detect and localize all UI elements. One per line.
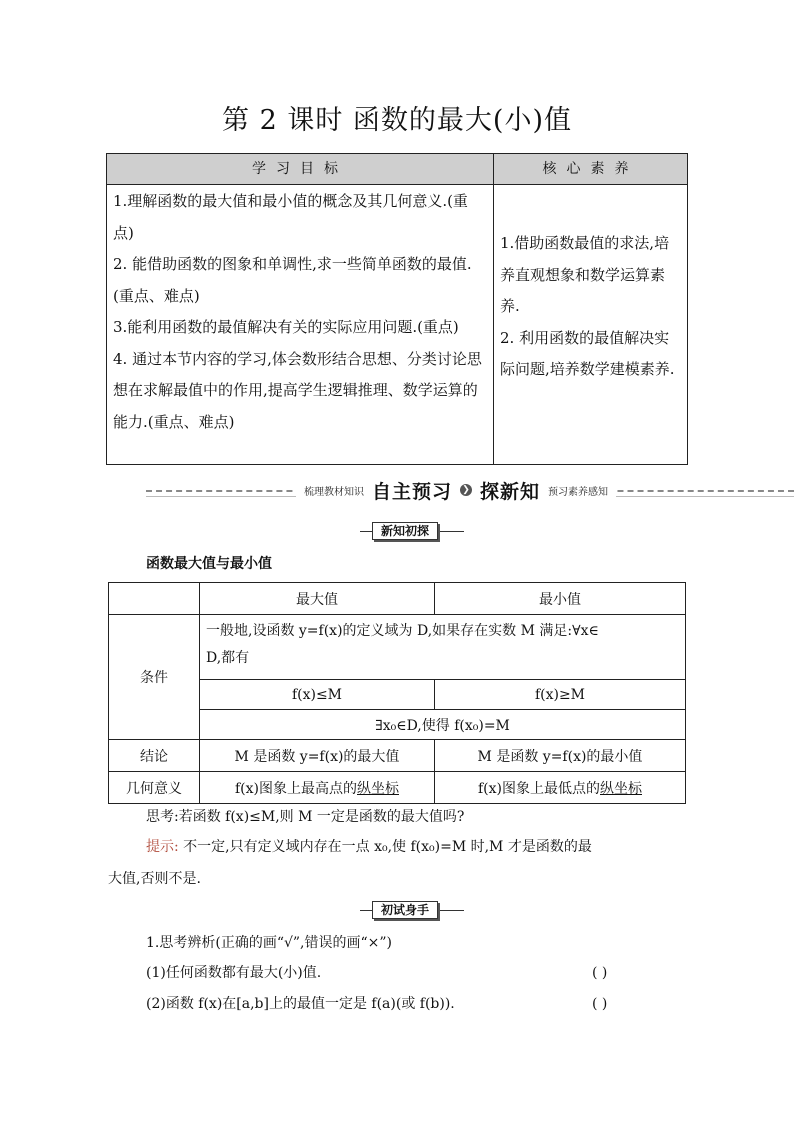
think-question: 思考:若函数 f(x)≤M,则 M 一定是函数的最大值吗? (146, 809, 465, 825)
geometry-min-blank: 纵坐标 (600, 780, 642, 797)
section-banner (146, 478, 794, 502)
condition-line: D,都有 (206, 650, 250, 666)
goal-item: 2. 能借助函数的图象和单调性,求一些简单函数的最值.(重点、难点) (113, 255, 472, 305)
banner-title-b: 探新知 (480, 480, 541, 503)
column-divider (493, 154, 494, 464)
col-header-max: 最大值 (296, 591, 338, 608)
answer-blank[interactable]: ( ) (592, 996, 608, 1012)
condition-max: f(x)≤M (291, 686, 343, 703)
row-label-conclusion: 结论 (140, 748, 168, 765)
conclusion-min: M 是函数 y=f(x)的最小值 (477, 748, 643, 765)
condition-exists: ∃x₀∈D,使得 f(x₀)=M (375, 717, 510, 734)
geometry-max (200, 772, 434, 803)
goal-item: 1.理解函数的最大值和最小值的概念及其几何意义.(重点) (113, 192, 468, 242)
goal-item: 4. 通过本节内容的学习,体会数形结合思想、分类讨论思想在求解最值中的作用,提高学生逻辑推理、数学运算的能力.(重点、难点) (113, 349, 482, 431)
goal-item: 3.能利用函数的最值解决有关的实际应用问题.(重点) (113, 318, 459, 336)
condition-text (206, 618, 682, 672)
geometry-max-text: f(x)图象上最高点的 (234, 780, 357, 797)
literacy-header: 核心素养 (494, 154, 687, 185)
banner-content (296, 478, 616, 502)
hint-text-line2: 大值,否则不是. (108, 871, 201, 887)
hint-text-line1: 不一定,只有定义域内存在一点 x₀,使 f(x₀)=M 时,M 才是函数的最 (183, 839, 592, 855)
page-title: 第 2 课时 函数的最大(小)值 (222, 105, 572, 136)
objectives-list (113, 186, 487, 438)
section-tag-first-try: 初试身手 (372, 901, 438, 919)
exercise-item: (1)任何函数都有最大(小)值. (146, 965, 322, 981)
hint-label: 提示: (146, 839, 179, 855)
geometry-min (435, 772, 685, 803)
conclusion-max: M 是函数 y=f(x)的最大值 (234, 748, 400, 765)
col-header-min: 最小值 (539, 591, 581, 608)
condition-min: f(x)≥M (534, 686, 586, 703)
definition-table (108, 582, 686, 804)
banner-left-caption: 梳理教材知识 (304, 486, 364, 498)
section-subhead: 函数最大值与最小值 (146, 556, 272, 572)
answer-blank[interactable]: ( ) (592, 965, 608, 981)
geometry-max-blank: 纵坐标 (357, 780, 399, 797)
condition-line: 一般地,设函数 y=f(x)的定义域为 D,如果存在实数 M 满足:∀x∈ (206, 623, 599, 639)
banner-title-a: 自主预习 (372, 480, 453, 503)
hint-paragraph (146, 836, 686, 858)
geometry-min-text: f(x)图象上最低点的 (477, 780, 600, 797)
literacy-item: 1.借助函数最值的求法,培养直观想象和数学运算素养. (500, 234, 670, 315)
section-tag-new-knowledge: 新知初探 (372, 522, 438, 540)
literacy-item: 2. 利用函数的最值解决实际问题,培养数学建模素养. (500, 328, 675, 378)
exercise-question: 1.思考辨析(正确的画“√”,错误的画“×”) (146, 935, 393, 951)
banner-right-caption: 预习素养感知 (548, 486, 609, 498)
exercise-item: (2)函数 f(x)在[a,b]上的最值一定是 f(a)(或 f(b)). (146, 996, 455, 1012)
objectives-table (106, 153, 688, 465)
row-label-geometry: 几何意义 (126, 780, 182, 797)
arrow-icon: ❯ (460, 484, 472, 496)
row-label-condition: 条件 (140, 670, 168, 686)
literacy-list (500, 228, 684, 386)
objectives-header: 学习目标 (107, 154, 493, 185)
